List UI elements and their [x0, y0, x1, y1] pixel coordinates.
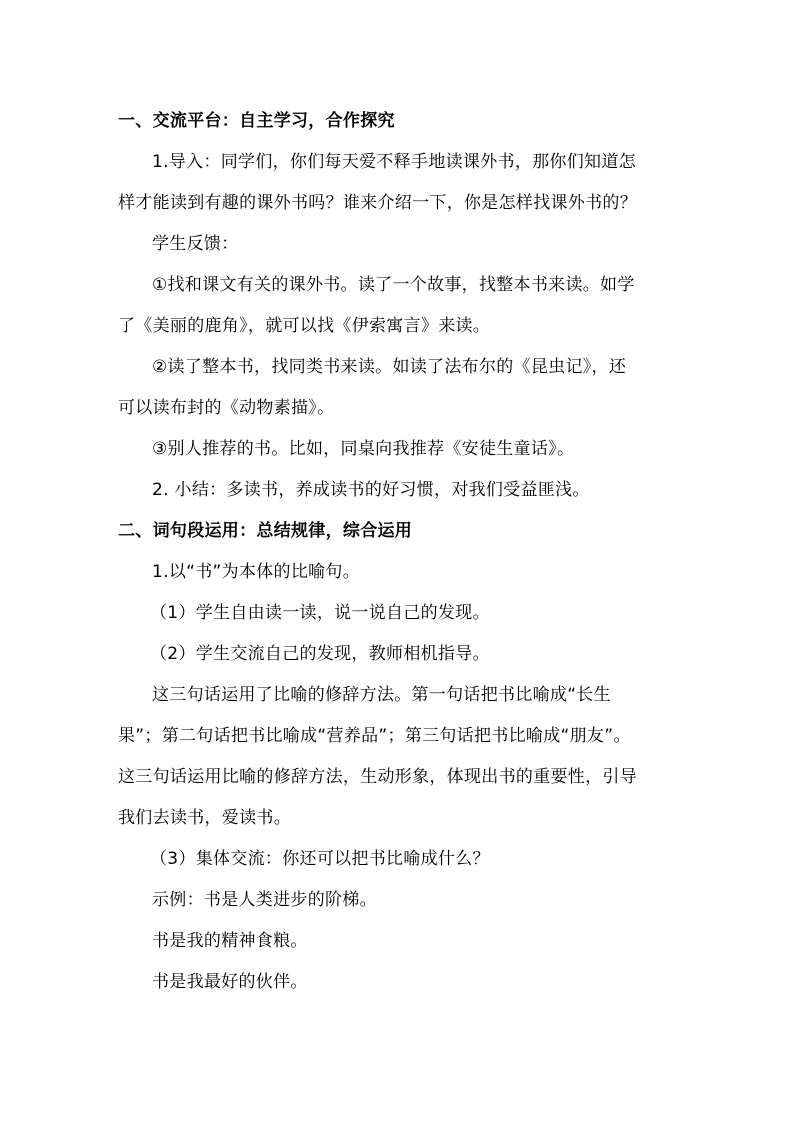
step-2: （2）学生交流自己的发现，教师相机指导。	[150, 644, 490, 664]
intro-paragraph-line-2: 样才能读到有趣的课外书吗？谁来介绍一下，你是怎样找课外书的？	[118, 193, 637, 213]
feedback-label: 学生反馈：	[152, 234, 239, 254]
feedback-item-1-line-1: ①找和课文有关的课外书。读了一个故事，找整本书来读。如学	[152, 275, 635, 295]
section-heading-2: 二、词句段运用：总结规律，综合运用	[118, 521, 413, 541]
feedback-item-2-line-2: 可以读布封的《动物素描》。	[118, 398, 335, 418]
feedback-item-3: ③别人推荐的书。比如，同桌向我推荐《安徒生童话》。	[152, 439, 575, 459]
example-line-1: 示例：书是人类进步的阶梯。	[152, 890, 377, 910]
example-line-3: 书是我最好的伙伴。	[152, 972, 308, 992]
step-3: （3）集体交流：你还可以把书比喻成什么？	[150, 849, 490, 869]
analysis-paragraph-line-3: 这三句话运用比喻的修辞方法，生动形象，体现出书的重要性，引导	[118, 767, 637, 787]
summary-paragraph: 2. 小结：多读书，养成读书的好习惯，对我们受益匪浅。	[152, 480, 590, 500]
section-heading-1: 一、交流平台：自主学习，合作探究	[118, 111, 395, 131]
feedback-item-1-line-2: 了《美丽的鹿角》，就可以找《伊索寓言》来读。	[118, 316, 491, 336]
document-body	[118, 101, 678, 1003]
step-1: （1）学生自由读一读，说一说自己的发现。	[150, 603, 490, 623]
analysis-paragraph-line-4: 我们去读书，爱读书。	[118, 808, 291, 828]
example-line-2: 书是我的精神食粮。	[152, 931, 308, 951]
intro-paragraph-line-1: 1.导入：同学们，你们每天爱不释手地读课外书，那你们知道怎	[152, 152, 636, 172]
analysis-paragraph-line-2: 果”；第二句话把书比喻成“营养品”；第三句话把书比喻成“朋友”。	[118, 726, 631, 746]
analysis-paragraph-line-1: 这三句话运用了比喻的修辞方法。第一句话把书比喻成“长生	[152, 685, 611, 705]
feedback-item-2-line-1: ②读了整本书，找同类书来读。如读了法布尔的《昆虫记》，还	[152, 357, 627, 377]
point-1-title: 1.以“书”为本体的比喻句。	[152, 562, 361, 582]
